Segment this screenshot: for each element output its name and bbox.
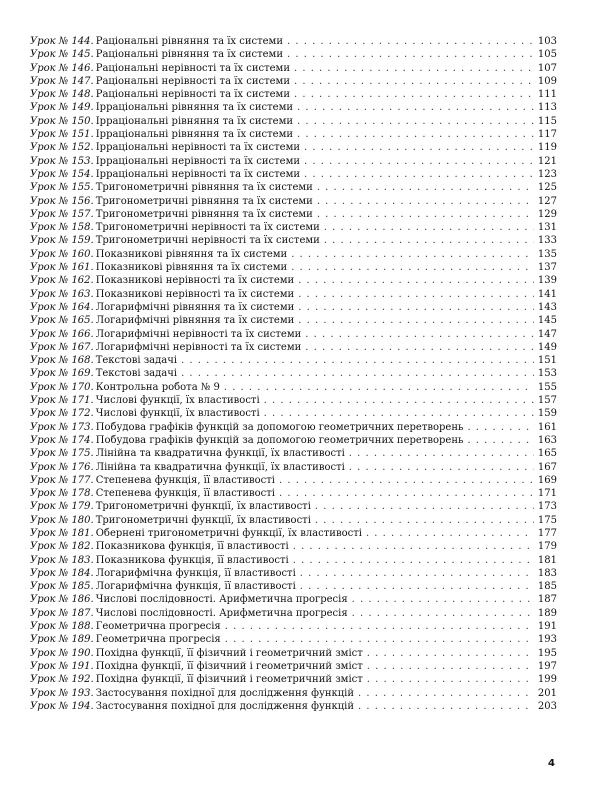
lesson-title: Тригонометричні нерівності та їх системи — [95, 235, 320, 247]
lesson-title: Геометрична прогресія — [95, 634, 221, 646]
page-ref: 173 — [537, 501, 557, 513]
toc-entry — [30, 168, 557, 181]
page-ref: 133 — [537, 235, 557, 247]
toc-entry — [30, 434, 557, 447]
dot-leader — [363, 647, 534, 660]
toc-entry — [30, 593, 557, 606]
lesson-title: Обернені тригонометричні функції, їх властивості — [95, 527, 362, 539]
page-ref: 157 — [537, 395, 557, 407]
page-ref: 199 — [537, 674, 557, 686]
dot-leader — [289, 554, 534, 567]
lesson-number: Урок № 173. — [30, 421, 94, 433]
page-ref: 103 — [537, 36, 557, 47]
dot-leader — [290, 88, 534, 101]
dot-leader — [283, 48, 534, 61]
lesson-title: Тригонометричні рівняння та їх системи — [95, 182, 313, 194]
lesson-number: Урок № 177. — [30, 474, 94, 486]
page-ref: 135 — [537, 248, 557, 260]
lesson-title: Ірраціональні рівняння та їх системи — [95, 102, 294, 114]
lesson-title: Числові послідовності. Арифметична прогресія — [95, 594, 348, 606]
page-ref: 113 — [537, 102, 557, 114]
lesson-number: Урок № 170. — [30, 381, 94, 393]
toc-entry — [30, 261, 557, 274]
lesson-number: Урок № 149. — [30, 102, 94, 114]
dot-leader — [345, 461, 534, 474]
page-ref: 159 — [537, 408, 557, 420]
lesson-number: Урок № 190. — [30, 647, 94, 659]
page-ref: 125 — [537, 182, 557, 194]
lesson-title: Ірраціональні нерівності та їх системи — [95, 168, 301, 180]
lesson-number: Урок № 186. — [30, 594, 94, 606]
lesson-title: Побудова графіків функцій за допомогою геометричних перетворень — [95, 421, 464, 433]
page-ref: 117 — [537, 129, 557, 141]
toc-entry — [30, 567, 557, 580]
dot-leader — [296, 580, 534, 593]
lesson-title: Показникова функція, її властивості — [95, 554, 289, 566]
lesson-title: Тригонометричні функції, їх властивості — [95, 501, 311, 513]
dot-leader — [354, 687, 534, 700]
lesson-title: Тригонометричні рівняння та їх системи — [95, 195, 313, 207]
toc-entry — [30, 620, 557, 633]
dot-leader — [275, 487, 534, 500]
page-ref: 139 — [537, 275, 557, 287]
dot-leader — [294, 274, 534, 287]
toc-entry — [30, 288, 557, 301]
page-ref: 149 — [537, 341, 557, 353]
dot-leader — [345, 447, 534, 460]
lesson-title: Геометрична прогресія — [95, 621, 221, 633]
lesson-title: Логарифмічна функція, її властивості — [95, 581, 296, 593]
toc-entry — [30, 421, 557, 434]
dot-leader — [296, 567, 534, 580]
dot-leader — [300, 168, 534, 181]
page-ref: 193 — [537, 634, 557, 646]
page-ref: 105 — [537, 49, 557, 61]
toc-entry — [30, 461, 557, 474]
lesson-title: Лінійна та квадратична функції, їх властивості — [95, 461, 345, 473]
dot-leader — [348, 593, 534, 606]
page-ref: 185 — [537, 581, 557, 593]
lesson-title: Логарифмічні нерівності та їх системи — [95, 341, 302, 353]
toc-entry — [30, 155, 557, 168]
toc-entry — [30, 314, 557, 327]
toc-entry — [30, 381, 557, 394]
toc-entry — [30, 62, 557, 75]
lesson-title: Степенева функція, її властивості — [95, 474, 275, 486]
page-ref: 153 — [537, 368, 557, 380]
lesson-number: Урок № 144. — [30, 36, 94, 47]
page-ref: 145 — [537, 315, 557, 327]
page-ref: 143 — [537, 301, 557, 313]
lesson-number: Урок № 148. — [30, 89, 94, 101]
lesson-title: Тригонометричні рівняння та їх системи — [95, 208, 313, 220]
lesson-title: Текстові задачі — [95, 368, 178, 380]
lesson-title: Похідна функції, її фізичний і геометричний зміст — [95, 660, 363, 672]
toc-entry — [30, 633, 557, 646]
lesson-number: Урок № 168. — [30, 355, 94, 367]
dot-leader — [221, 620, 534, 633]
page-ref: 187 — [537, 594, 557, 606]
lesson-number: Урок № 165. — [30, 315, 94, 327]
dot-leader — [294, 288, 534, 301]
page-ref: 123 — [537, 168, 557, 180]
page-ref: 151 — [537, 355, 557, 367]
lesson-title: Логарифмічні рівняння та їх системи — [95, 301, 295, 313]
lesson-number: Урок № 188. — [30, 621, 94, 633]
toc-entry — [30, 248, 557, 261]
toc-entry — [30, 35, 557, 48]
lesson-title: Ірраціональні рівняння та їх системи — [95, 115, 294, 127]
toc-entry — [30, 301, 557, 314]
dot-leader — [320, 221, 534, 234]
lesson-number: Урок № 171. — [30, 395, 94, 407]
toc-entry — [30, 554, 557, 567]
dot-leader — [260, 394, 534, 407]
page-ref: 195 — [537, 647, 557, 659]
page-ref: 129 — [537, 208, 557, 220]
dot-leader — [301, 328, 534, 341]
lesson-title: Ірраціональні нерівності та їх системи — [95, 142, 301, 154]
lesson-title: Побудова графіків функцій за допомогою геометричних перетворень — [95, 434, 464, 446]
dot-leader — [463, 434, 534, 447]
toc-entry — [30, 234, 557, 247]
lesson-title: Похідна функції, її фізичний і геометричний зміст — [95, 647, 363, 659]
page-ref: 175 — [537, 514, 557, 526]
page-ref: 161 — [537, 421, 557, 433]
page-ref: 203 — [537, 700, 557, 712]
lesson-number: Урок № 154. — [30, 168, 94, 180]
dot-leader — [363, 660, 534, 673]
dot-leader — [300, 141, 534, 154]
page-ref: 183 — [537, 567, 557, 579]
toc-entry — [30, 474, 557, 487]
toc-entry — [30, 500, 557, 513]
dot-leader — [311, 500, 534, 513]
lesson-number: Урок № 189. — [30, 634, 94, 646]
toc-entry — [30, 181, 557, 194]
lesson-number: Урок № 161. — [30, 262, 94, 274]
toc-entry — [30, 128, 557, 141]
lesson-title: Показникові нерівності та їх системи — [95, 275, 295, 287]
dot-leader — [313, 195, 534, 208]
page-ref: 131 — [537, 222, 557, 234]
page-ref: 201 — [537, 687, 557, 699]
dot-leader — [293, 101, 534, 114]
lesson-title: Тригонометричні функції, їх властивості — [95, 514, 311, 526]
lesson-number: Урок № 156. — [30, 195, 94, 207]
toc-entry — [30, 514, 557, 527]
lesson-number: Урок № 179. — [30, 501, 94, 513]
lesson-number: Урок № 155. — [30, 182, 94, 194]
toc-entry — [30, 354, 557, 367]
dot-leader — [293, 128, 534, 141]
lesson-number: Урок № 145. — [30, 49, 94, 61]
page-ref: 121 — [537, 155, 557, 167]
lesson-number: Урок № 178. — [30, 488, 94, 500]
toc-entry — [30, 208, 557, 221]
toc-entry — [30, 101, 557, 114]
lesson-number: Урок № 194. — [30, 700, 94, 712]
lesson-title: Раціональні нерівності та їх системи — [95, 75, 290, 87]
page-ref: 111 — [537, 89, 557, 101]
lesson-number: Урок № 172. — [30, 408, 94, 420]
lesson-title: Раціональні рівняння та їх системи — [95, 49, 283, 61]
dot-leader — [363, 673, 534, 686]
dot-leader — [287, 261, 534, 274]
toc-entry — [30, 75, 557, 88]
toc-entry — [30, 447, 557, 460]
lesson-title: Застосування похідної для дослідження функцій — [95, 687, 355, 699]
toc-entry — [30, 221, 557, 234]
lesson-number: Урок № 174. — [30, 434, 94, 446]
lesson-title: Показникові нерівності та їх системи — [95, 288, 295, 300]
toc-entry — [30, 527, 557, 540]
lesson-number: Урок № 175. — [30, 448, 94, 460]
dot-leader — [320, 234, 534, 247]
lesson-number: Урок № 192. — [30, 674, 94, 686]
lesson-number: Урок № 183. — [30, 554, 94, 566]
dot-leader — [463, 421, 534, 434]
toc-entry — [30, 700, 557, 713]
toc-entry — [30, 274, 557, 287]
lesson-number: Урок № 193. — [30, 687, 94, 699]
page-ref: 107 — [537, 62, 557, 74]
lesson-number: Урок № 167. — [30, 341, 94, 353]
lesson-title: Ірраціональні рівняння та їх системи — [95, 129, 294, 141]
dot-leader — [287, 248, 534, 261]
lesson-number: Урок № 185. — [30, 581, 94, 593]
lesson-number: Урок № 166. — [30, 328, 94, 340]
toc-entry — [30, 580, 557, 593]
page-ref: 177 — [537, 527, 557, 539]
dot-leader — [177, 367, 534, 380]
page-ref: 181 — [537, 554, 557, 566]
toc-entry — [30, 141, 557, 154]
page-ref: 109 — [537, 75, 557, 87]
toc-entry — [30, 687, 557, 700]
page-ref: 141 — [537, 288, 557, 300]
lesson-title: Числові послідовності. Арифметична прогресія — [95, 607, 348, 619]
lesson-title: Раціональні нерівності та їх системи — [95, 89, 290, 101]
toc-entry — [30, 367, 557, 380]
toc-entry — [30, 341, 557, 354]
page-ref: 167 — [537, 461, 557, 473]
page-number: 4 — [548, 758, 555, 769]
lesson-number: Урок № 181. — [30, 527, 94, 539]
lesson-title: Текстові задачі — [95, 355, 178, 367]
dot-leader — [260, 407, 534, 420]
lesson-title: Тригонометричні нерівності та їх системи — [95, 222, 320, 234]
lesson-title: Числові функції, їх властивості — [95, 395, 260, 407]
dot-leader — [294, 301, 534, 314]
lesson-number: Урок № 180. — [30, 514, 94, 526]
lesson-title: Лінійна та квадратична функції, їх властивості — [95, 448, 345, 460]
lesson-number: Урок № 147. — [30, 75, 94, 87]
toc-entry — [30, 673, 557, 686]
page-ref: 191 — [537, 621, 557, 633]
dot-leader — [313, 181, 534, 194]
toc-entry — [30, 115, 557, 128]
lesson-title: Показникові рівняння та їх системи — [95, 248, 288, 260]
page-ref: 179 — [537, 541, 557, 553]
lesson-title: Контрольна робота № 9 — [95, 381, 220, 393]
page-ref: 197 — [537, 660, 557, 672]
lesson-number: Урок № 150. — [30, 115, 94, 127]
dot-leader — [294, 314, 534, 327]
dot-leader — [283, 35, 534, 48]
dot-leader — [275, 474, 534, 487]
lesson-number: Урок № 191. — [30, 660, 94, 672]
page-ref: 163 — [537, 434, 557, 446]
page-ref: 189 — [537, 607, 557, 619]
lesson-title: Показникові рівняння та їх системи — [95, 262, 288, 274]
lesson-number: Урок № 164. — [30, 301, 94, 313]
lesson-title: Логарифмічна функція, її властивості — [95, 567, 296, 579]
lesson-number: Урок № 163. — [30, 288, 94, 300]
dot-leader — [221, 633, 534, 646]
dot-leader — [290, 62, 534, 75]
dot-leader — [177, 354, 534, 367]
dot-leader — [354, 700, 534, 713]
toc-entry — [30, 88, 557, 101]
toc-entry — [30, 487, 557, 500]
lesson-number: Урок № 152. — [30, 142, 94, 154]
lesson-number: Урок № 162. — [30, 275, 94, 287]
dot-leader — [362, 527, 534, 540]
lesson-number: Урок № 151. — [30, 129, 94, 141]
page-ref: 137 — [537, 262, 557, 274]
table-of-contents — [30, 35, 557, 713]
lesson-number: Урок № 146. — [30, 62, 94, 74]
lesson-number: Урок № 158. — [30, 222, 94, 234]
toc-entry — [30, 394, 557, 407]
dot-leader — [289, 540, 534, 553]
lesson-title: Логарифмічні рівняння та їх системи — [95, 315, 295, 327]
lesson-number: Урок № 184. — [30, 567, 94, 579]
lesson-title: Ірраціональні нерівності та їх системи — [95, 155, 301, 167]
dot-leader — [293, 115, 534, 128]
lesson-title: Раціональні рівняння та їх системи — [95, 36, 283, 47]
toc-entry — [30, 407, 557, 420]
page-ref: 119 — [537, 142, 557, 154]
page-ref: 115 — [537, 115, 557, 127]
lesson-number: Урок № 160. — [30, 248, 94, 260]
dot-leader — [313, 208, 534, 221]
lesson-title: Числові функції, їх властивості — [95, 408, 260, 420]
lesson-number: Урок № 182. — [30, 541, 94, 553]
toc-entry — [30, 328, 557, 341]
page-ref: 171 — [537, 488, 557, 500]
dot-leader — [290, 75, 534, 88]
toc-entry — [30, 48, 557, 61]
toc-entry — [30, 195, 557, 208]
page-ref: 147 — [537, 328, 557, 340]
dot-leader — [301, 341, 534, 354]
dot-leader — [311, 514, 534, 527]
lesson-title: Раціональні нерівності та їх системи — [95, 62, 290, 74]
toc-entry — [30, 607, 557, 620]
lesson-title: Показникова функція, її властивості — [95, 541, 289, 553]
lesson-number: Урок № 153. — [30, 155, 94, 167]
dot-leader — [220, 381, 534, 394]
lesson-number: Урок № 157. — [30, 208, 94, 220]
page-ref: 165 — [537, 448, 557, 460]
toc-entry — [30, 647, 557, 660]
lesson-title: Застосування похідної для дослідження функцій — [95, 700, 355, 712]
page-ref: 127 — [537, 195, 557, 207]
lesson-number: Урок № 187. — [30, 607, 94, 619]
dot-leader — [348, 607, 534, 620]
page-ref: 169 — [537, 474, 557, 486]
page-ref: 155 — [537, 381, 557, 393]
lesson-title: Степенева функція, її властивості — [95, 488, 275, 500]
lesson-number: Урок № 159. — [30, 235, 94, 247]
dot-leader — [300, 155, 534, 168]
lesson-title: Логарифмічні нерівності та їх системи — [95, 328, 302, 340]
toc-entry — [30, 660, 557, 673]
toc-entry — [30, 540, 557, 553]
lesson-number: Урок № 176. — [30, 461, 94, 473]
lesson-title: Похідна функції, її фізичний і геометричний зміст — [95, 674, 363, 686]
lesson-number: Урок № 169. — [30, 368, 94, 380]
